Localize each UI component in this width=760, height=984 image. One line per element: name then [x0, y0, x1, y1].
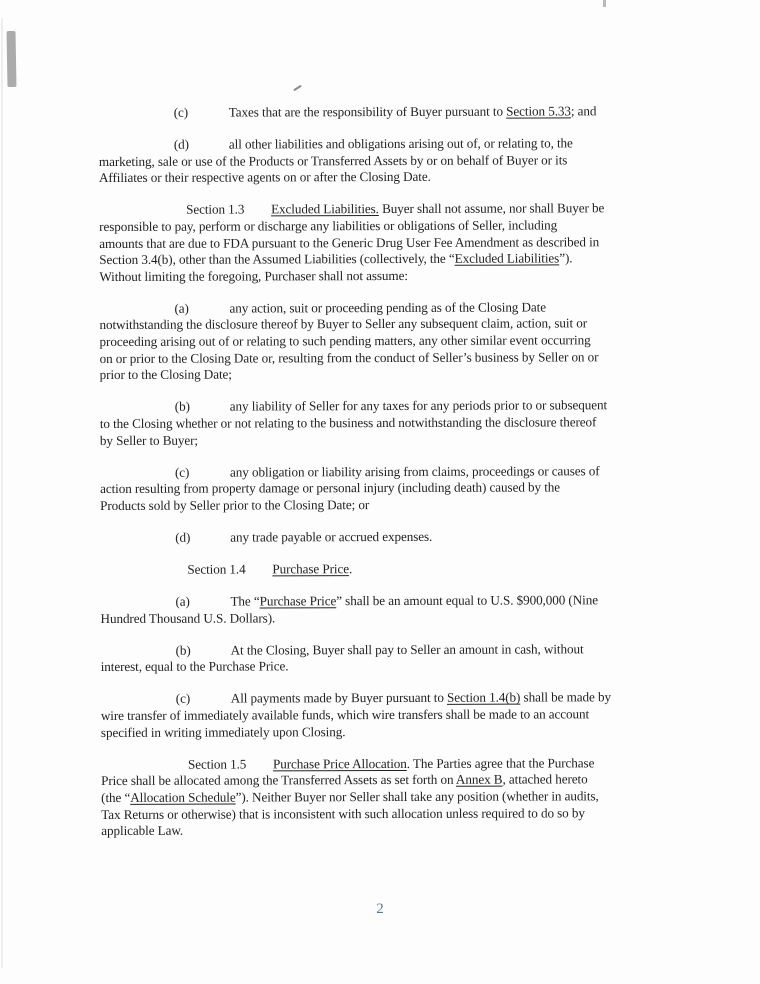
paragraph-label: (b): [175, 642, 191, 658]
text-line: [100, 528, 690, 547]
text-segment: Affiliates or their respective agents on or after the Closing Date.: [98, 169, 431, 186]
section-paragraph: [99, 200, 689, 285]
text-line: [99, 299, 689, 318]
text-segment: . The Parties agree that the Purchase: [406, 755, 595, 771]
text-segment: any action, suit or proceeding pending as of the Closing Date: [229, 299, 547, 316]
text-line: [100, 479, 690, 498]
text-line: [101, 821, 691, 840]
text-line: [100, 397, 690, 416]
sub-paragraph: [99, 103, 689, 122]
text-line: [100, 592, 690, 611]
paragraph-label: (a): [174, 300, 189, 316]
text-line: [100, 430, 690, 449]
scan-artifact-smudge: [7, 31, 17, 87]
text-line: [101, 641, 691, 660]
underlined-reference: Purchase Price: [259, 593, 337, 609]
text-segment: ; and: [570, 103, 597, 119]
text-segment: interest, equal to the Purchase Price.: [100, 658, 289, 675]
paragraph-label: Section 1.4: [187, 561, 246, 577]
text-line: [100, 332, 690, 351]
text-line: [99, 168, 689, 187]
text-segment: All payments made by Buyer pursuant to: [230, 690, 448, 707]
text-line: [101, 804, 691, 823]
text-line: [101, 788, 691, 807]
underlined-reference: Purchase Price: [272, 561, 349, 577]
text-segment: on or prior to the Closing Date or, resulting from the conduct of Seller’s business by Seller on or: [99, 348, 599, 366]
text-segment: responsible to pay, perform or discharge any liabilities or obligations of Seller, including: [99, 217, 558, 234]
text-segment: (the “: [101, 789, 131, 805]
text-line: [100, 414, 690, 433]
text-segment: all other liabilities and obligations arising out of, or relating to, the: [228, 135, 573, 152]
text-segment: Taxes that are the responsibility of Buyer pursuant to: [228, 103, 507, 120]
text-segment: any liability of Seller for any taxes for any periods prior to or subsequent: [229, 397, 608, 414]
text-line: [101, 689, 691, 708]
text-segment: .: [348, 561, 353, 577]
paragraph-label: (c): [174, 464, 190, 480]
text-line: [101, 755, 691, 774]
scan-artifact-slash: [293, 85, 302, 91]
sub-paragraph: [100, 397, 690, 449]
paragraph-label: Section 1.5: [187, 756, 247, 772]
text-line: [99, 135, 689, 154]
text-segment: action resulting from property damage or personal injury (including death) caused by the: [100, 479, 561, 497]
underlined-reference: Allocation Schedule: [130, 789, 236, 805]
text-segment: ”). Neither Buyer nor Seller shall take any position (whether in audits,: [235, 788, 599, 805]
text-line: [99, 103, 689, 122]
paragraph-label: (d): [175, 529, 191, 545]
sub-paragraph: [101, 689, 691, 741]
text-segment: Buyer shall not assume, nor shall Buyer be: [378, 200, 605, 217]
text-segment: , attached hereto: [502, 771, 588, 787]
text-segment: shall be made by: [520, 689, 611, 706]
sub-paragraph: [100, 528, 690, 547]
text-line: [99, 250, 689, 269]
underlined-reference: Purchase Price Allocation: [272, 755, 407, 772]
text-segment: prior to the Closing Date;: [99, 366, 232, 383]
text-line: [99, 267, 689, 286]
paragraph-label: (c): [173, 104, 189, 120]
underlined-reference: Section 1.4(b): [446, 690, 521, 706]
text-segment: to the Closing whether or not relating to the business and notwithstanding the disclosure thereof: [99, 414, 597, 431]
page-number: 2: [376, 901, 384, 917]
text-segment: ” shall be an amount equal to U.S. $900,000 (Nine: [336, 592, 598, 609]
sub-paragraph: [99, 299, 689, 384]
document-body: [99, 103, 692, 840]
sub-paragraph: [99, 135, 689, 187]
text-segment: Hundred Thousand U.S. Dollars).: [100, 610, 276, 626]
text-line: [101, 771, 691, 790]
text-segment: ”).: [559, 250, 573, 266]
text-segment: At the Closing, Buyer shall pay to Seller an amount in cash, without: [230, 641, 584, 658]
text-line: [100, 609, 690, 628]
text-segment: marketing, sale or use of the Products or Transferred Assets by or on behalf of Buyer or its: [98, 152, 568, 169]
underlined-reference: Section 5.33: [506, 103, 571, 119]
text-segment: applicable Law.: [101, 822, 184, 839]
paragraph-label: (b): [174, 399, 190, 415]
text-line: [101, 723, 691, 742]
text-line: [100, 463, 690, 482]
text-line: [101, 706, 691, 725]
text-line: [99, 152, 689, 171]
text-segment: proceeding arising out of or relating to such pending matters, any other similar event occurring: [99, 332, 591, 350]
text-line: [101, 657, 691, 676]
text-line: [100, 560, 690, 579]
sub-paragraph: [100, 463, 690, 515]
text-line: [100, 365, 690, 384]
section-paragraph: [101, 755, 691, 840]
sub-paragraph: [101, 641, 691, 676]
text-line: [99, 217, 689, 236]
text-line: [99, 315, 689, 334]
paragraph-label: (c): [175, 691, 191, 707]
text-segment: Section 3.4(b), other than the Assumed Liabilities (collectively, the “: [99, 250, 455, 268]
text-segment: Without limiting the foregoing, Purchaser shall not assume:: [99, 267, 408, 284]
sub-paragraph: [100, 592, 690, 627]
paragraph-label: (d): [173, 136, 189, 152]
underlined-reference: Annex B: [455, 771, 503, 788]
text-segment: Price shall be allocated among the Transferred Assets as set forth on: [101, 772, 456, 789]
underlined-reference: Excluded Liabilities: [454, 250, 560, 266]
text-segment: notwithstanding the disclosure thereof by Buyer to Seller any subsequent claim, action, suit or: [99, 315, 588, 333]
text-segment: specified in writing immediately upon Closing.: [100, 723, 346, 740]
text-line: [100, 496, 690, 515]
text-segment: any obligation or liability arising from claims, proceedings or causes of: [229, 462, 600, 480]
text-segment: Products sold by Seller prior to the Closing Date; or: [100, 496, 370, 513]
underlined-reference: Excluded Liabilities.: [271, 201, 379, 217]
text-line: [100, 349, 690, 368]
text-segment: Tax Returns or otherwise) that is inconsistent with such allocation unless required to do so by: [101, 804, 585, 822]
paragraph-label: (a): [175, 593, 190, 609]
scan-artifact-tick: [603, 0, 606, 7]
text-segment: by Seller to Buyer;: [99, 432, 199, 448]
text-line: [99, 200, 689, 219]
paragraph-label: Section 1.3: [186, 201, 245, 218]
text-segment: wire transfer of immediately available funds, which wire transfers shall be made to an account: [100, 706, 590, 724]
text-segment: any trade payable or accrued expenses.: [230, 528, 433, 545]
section-paragraph: [100, 560, 690, 579]
text-segment: The “: [230, 593, 260, 609]
scan-edge-line: [1, 18, 3, 968]
text-segment: amounts that are due to FDA pursuant to the Generic Drug User Fee Amendment as described in: [99, 233, 600, 251]
text-line: [99, 234, 689, 253]
